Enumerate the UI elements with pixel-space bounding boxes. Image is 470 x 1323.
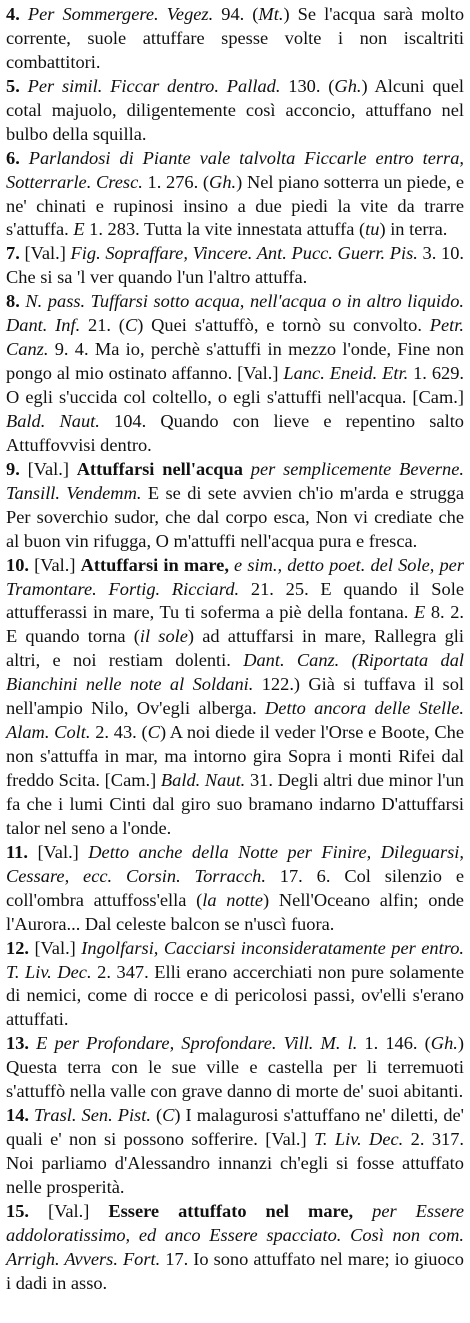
entry-text-segment: Bald. Naut. xyxy=(160,770,246,790)
entry-text-segment: Parlandosi di Piante vale talvolta Ficcarle entro terra, Sotterrarle. Cresc. xyxy=(6,147,469,192)
entry-text-segment: 130. ( xyxy=(280,75,335,96)
entry-text-segment: ( xyxy=(150,1105,163,1126)
entry-8 xyxy=(6,290,469,458)
entry-text-segment: 21. ( xyxy=(80,315,125,336)
entry-text-segment: per Essere addoloratissimo, ed anco Essere spacciato. Così non com. Arrigh. Avvers. Fort. xyxy=(6,1200,469,1269)
entry-number: 15. xyxy=(6,1200,48,1221)
entry-text-segment: Ingolfarsi, Cacciarsi inconsideratamente per entro. T. Liv. Dec. xyxy=(6,937,469,982)
entry-10 xyxy=(6,554,469,841)
entry-text-segment: 31. Degli altri due minor l'un fa che i lumi Cinti dal giro suo bramano indarno D'attuffarsi talor nel seno a l'onde. xyxy=(6,770,469,838)
entry-5 xyxy=(6,75,469,147)
entry-text-segment: Per Sommergere. Vegez. xyxy=(27,4,214,24)
entry-text-segment: ) Quei s'attuffò, e tornò su convolto. xyxy=(137,315,430,336)
entry-number: 13. xyxy=(6,1033,37,1054)
entry-text-segment: ) Se l'acqua sarà molto corrente, suole attuffare spesse volte i non iscaltriti combattitori. xyxy=(6,4,469,72)
entry-text-segment: ) I malagurosi s'attuffano ne' diletti, de' quali e' non si possono sofferire. [Val.] xyxy=(6,1105,469,1150)
entry-13 xyxy=(6,1032,469,1104)
entry-number: 10. xyxy=(6,554,35,575)
entry-text-segment: E xyxy=(414,602,426,623)
entry-text-segment: Gh. xyxy=(209,171,237,192)
entry-text-segment: 2. 347. Elli erano accerchiati non pure solamente di nemici, come di rocce e di pericolosi passi, ov'elli s'erano attuffati. xyxy=(6,961,469,1030)
entry-text-segment: 1. 146. ( xyxy=(357,1033,431,1054)
entry-text-segment: ) Questa terra con le sue ville e castella per li terremuoti s'attuffò nella valle con grave danno di morte de' suoi abitanti. xyxy=(6,1033,469,1102)
entry-number: 14. xyxy=(6,1105,35,1126)
entry-9 xyxy=(6,458,469,554)
entry-number: 12. xyxy=(6,937,35,958)
entry-text-segment: Dant. Canz. (Riportata dal Bianchini nelle note al Soldani. xyxy=(6,650,469,695)
entry-text-segment: Petr. Canz. xyxy=(6,315,469,360)
entry-text-segment: 122.) Già si tuffava il sol nell'ampio Nilo, Ov'egli alberga. xyxy=(6,674,469,719)
entry-text-segment: 1. 283. Tutta la vite innestata attuffa ( xyxy=(84,219,366,240)
entry-11 xyxy=(6,841,469,937)
entry-text-segment: 3. 10. Che si sa 'l ver quando l'un l'altro attuffa. xyxy=(6,243,469,288)
entry-text-segment: la notte xyxy=(202,889,264,910)
entry-text-segment: Lanc. Eneid. Etr. xyxy=(283,363,409,384)
entry-4 xyxy=(6,3,469,75)
entry-text-segment: E se di sete avvien ch'io m'arda e strugga Per soverchio sudor, che dal corpo esca, Non vi crediate che al buon vin rifugga, O m'attuffi nell'acqua pura e fresca. xyxy=(6,482,469,551)
entry-6 xyxy=(6,147,469,243)
entry-text-segment: T. Liv. Dec. xyxy=(314,1129,404,1150)
entry-text-segment: ) in terra. xyxy=(379,219,448,240)
entry-number: 4. xyxy=(6,4,28,24)
entry-text-segment: 1. 276. ( xyxy=(142,171,210,192)
entry-text-segment: 2. 317. Noi parliamo d'Alessandro innanzi ch'egli si fosse attuffato nelle prosperità. xyxy=(6,1129,469,1197)
entry-text-segment: Mt. xyxy=(258,4,284,24)
entry-text-segment: [Val.] xyxy=(48,1200,109,1221)
entry-number: 6. xyxy=(6,147,29,168)
entry-15 xyxy=(6,1200,469,1296)
entry-text-segment: Detto anche della Notte per Finire, Dileguarsi, Cessare, ecc. Corsin. Torracch. xyxy=(6,841,469,886)
entry-text-segment: Gh. xyxy=(334,75,362,96)
entry-number: 8. xyxy=(6,291,26,312)
entry-text-segment: [Val.] xyxy=(34,554,81,575)
entry-text-segment: E xyxy=(73,219,85,240)
entry-text-segment: [Val.] xyxy=(37,841,89,862)
entry-12 xyxy=(6,937,469,1033)
entry-text-segment: 94. ( xyxy=(213,4,259,24)
entry-text-segment: Gh. xyxy=(430,1033,458,1054)
entry-14 xyxy=(6,1104,469,1200)
entry-text-segment: [Val.] xyxy=(34,937,82,958)
entry-text-segment: C xyxy=(147,722,160,743)
entry-text-segment: Detto ancora delle Stelle. Alam. Colt. xyxy=(6,698,469,743)
entry-list xyxy=(6,3,469,1296)
entry-text-segment: N. pass. Tuffarsi sotto acqua, nell'acqua o in altro liquido. Dant. Inf. xyxy=(6,291,469,336)
entry-number: 5. xyxy=(6,75,28,96)
entry-text-segment: 104. Quando con lieve e repentino salto Attuffovvisi dentro. xyxy=(6,410,468,455)
entry-number: 7. xyxy=(6,243,25,264)
entry-number: 11. xyxy=(6,841,38,862)
entry-text-segment: 1. 629. O egli s'uccida col coltello, o egli s'attuffi nell'acqua. [Cam.] xyxy=(6,363,469,407)
entry-text-segment: 17. 6. Col silenzio e coll'ombra attuffoss'ella ( xyxy=(6,865,469,910)
entry-text-segment: Bald. Naut. xyxy=(6,410,100,431)
entry-text-segment: 9. 4. Ma io, perchè s'attuffi in mezzo l'onde, Fine non pongo al mio ostinato affanno. [Val.] xyxy=(6,339,469,384)
entry-text-segment: ) Nel piano sotterra un piede, e ne' chinati e rupinosi insino a due piedi la vite da trarre s'attuffa. xyxy=(6,171,469,240)
entry-7 xyxy=(6,242,469,290)
entry-text-segment: per semplicemente Beverne. Tansill. Vendemm. xyxy=(6,458,469,503)
entry-text-segment: ) A noi diede il veder l'Orse e Boote, Che non s'attuffa in mar, ma intorno gira Sopra i monti Rifei dal freddo Scita. [Cam.] xyxy=(6,722,469,790)
entry-text-segment: [Val.] xyxy=(27,458,77,479)
entry-text-segment: Essere attuffato nel mare, xyxy=(108,1200,354,1221)
entry-text-segment: Trasl. Sen. Pist. xyxy=(34,1105,151,1126)
entry-text-segment: ) Alcuni quel cotal majuolo, diligentemente così acconcio, attuffano nel bulbo della squilla. xyxy=(6,75,469,144)
entry-text-segment: 2. 43. ( xyxy=(90,722,148,743)
entry-text-segment: 17. Io sono attuffato nel mare; io giuoco i dadi in asso. xyxy=(6,1248,469,1293)
entry-text-segment: tu xyxy=(365,219,380,240)
entry-text-segment: e sim., detto poet. del Sole, per Tramontare. Fortig. Ricciard. xyxy=(6,554,469,599)
entry-text-segment: Attuffarsi in mare, xyxy=(80,554,229,575)
entry-text-segment: 8. 2. E quando torna ( xyxy=(6,602,469,647)
entry-number: 9. xyxy=(6,458,28,479)
entry-text-segment: Per simil. Ficcar dentro. Pallad. xyxy=(27,75,281,96)
entry-text-segment: [Val.] xyxy=(24,243,71,264)
entry-text-segment: C xyxy=(124,315,138,336)
entry-text-segment: ) Nell'Oceano alfin; onde l'Aurora... Dal celeste balcon se n'uscì fuora. xyxy=(6,889,469,934)
entry-text-segment: Fig. Sopraffare, Vincere. Ant. Pucc. Guerr. Pis. xyxy=(70,243,418,264)
entry-text-segment: il sole xyxy=(139,626,188,647)
entry-text-segment: E per Profondare, Sprofondare. Vill. M. l. xyxy=(36,1033,358,1054)
entry-text-segment: 21. 25. E quando il Sole attufferassi in mare, Tu ti soferma a piè della fontana. xyxy=(6,578,469,623)
entry-text-segment: C xyxy=(162,1105,175,1126)
entry-text-segment: ) ad attuffarsi in mare, Rallegra gli altri, e noi restiam dolenti. xyxy=(6,626,469,671)
entry-text-segment: Attuffarsi nell'acqua xyxy=(76,458,243,479)
